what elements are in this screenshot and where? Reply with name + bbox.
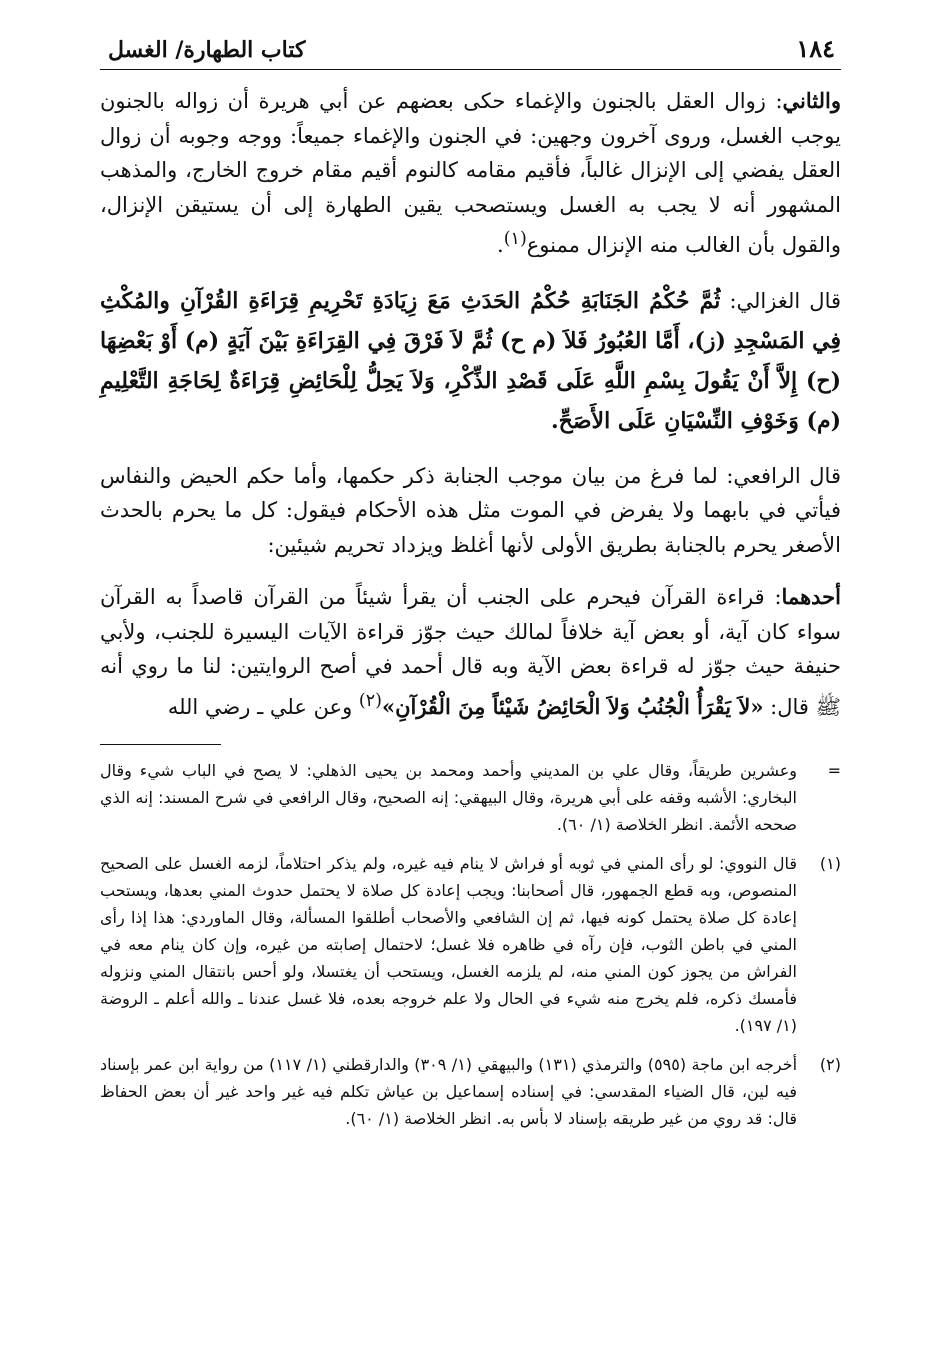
main-text: [100, 84, 841, 724]
paragraph-body: : قراءة القرآن فيحرم على الجنب أن يقرأ شيئاً من القرآن قاصداً به القرآن سواء كان آية، أو بعض آية خلافاً لمالك حيث جوّز قراءة الآيات اليسيرة للجنب، ولأبي حنيفة حيث جوّز له قراءة بعض الآية وبه قال أحمد في أصح الروايتين: لنا ما روي أنه ﷺ قال:: [100, 585, 841, 719]
paragraph-prefix: قال الغزالي:: [720, 288, 842, 313]
paragraph-rafii: [100, 459, 841, 563]
paragraph-ghazali: [100, 281, 841, 441]
footnote-text: قال النووي: لو رأى المني في ثوبه أو فراش لا ينام فيه غيره، ولم يذكر احتلاماً، لزمه الغسل على الصحيح المنصوص، وبه قطع الجمهور، قال أصحابنا: ويجب إعادة كل صلاة لا يحتمل حدوث المني بعدها، ويستحب إعادة كل صلاة يحتمل كونه فيها، ثم إن الشافعي والأصحاب أطلقوا المسألة، وقال الماوردي: هذا إذا رأى المني في باطن الثوب، فإن رآه في ظاهره فلا غسل؛ لاحتمال إصابته من غيره، وإن كان ينام معه في الفراش من يجوز كون المني منه، لم يلزمه الغسل، ويستحب أن يغتسلا، ولو أحس بانتقال المني ونزوله فأمسك ذكره، فلم يخرج منه شيء في الحال ولا علم خروجه بعده، فلا غسل عندنا ـ والله أعلم ـ الروضة (١/ ١٩٧).: [100, 854, 797, 1035]
paragraph-second-case: [100, 84, 841, 263]
paragraph-body: : زوال العقل بالجنون والإغماء حكى بعضهم عن أبي هريرة أن زواله بالجنون يوجب الغسل، وروى آخرون وجهين: في الجنون والإغماء جميعاً: ووجه وجوبه أن زوال العقل يفضي إلى الإنزال غالباً، فأقيم مقامه كالنوم أقيم مقام خروج الخارج، والمذهب المشهور أنه لا يجب به الغسل ويستصحب يقين الطهارة إلى أن يستيقن الإنزال، والقول بأن الغالب منه الإنزال ممنوع: [100, 89, 841, 257]
paragraph-body: قال الرافعي: لما فرغ من بيان موجب الجنابة ذكر حكمها، وأما حكم الحيض والنفاس فيأتي في بابهما ولا يفرض في الموت مثل هذه الأحكام فيقول: كل ما يحرم بالحدث الأصغر يحرم بالجنابة بطريق الأولى لأنها أغلظ ويزداد تحريم شيئين:: [100, 463, 841, 557]
footnote-1: [100, 850, 841, 1039]
matn-text: ثُمَّ حُكْمُ الجَنَابَةِ حُكْمُ الحَدَثِ مَعَ زِيَادَةِ تَحْرِيمِ قِرَاءَةِ القُرْآنِ والمُكْثِ فِي المَسْجِدِ (ز)، أَمَّا العُبُورُ فَلاَ (م ح) ثُمَّ لاَ فَرْقَ فِي القِرَاءَةِ بَيْنَ آيَةٍ (م) أَوْ بَعْضِهَا (ح) إِلاَّ أَنْ يَقُولَ بِسْمِ اللَّهِ عَلَى قَصْدِ الذِّكْرِ، وَلاَ يَحِلُّ لِلْحَائِضِ قِرَاءَةٌ لِحَاجَةِ التَّعْلِيمِ (م) وَخَوْفِ النِّسْيَانِ عَلَى الأَصَحِّ.: [100, 287, 842, 434]
footnote-marker: =: [827, 761, 841, 780]
footnote-continued: [100, 757, 841, 838]
footnote-ref: (١): [503, 229, 527, 249]
footnote-rule: [100, 744, 221, 745]
paragraph-end: وعن علي ـ رضي الله: [167, 694, 359, 719]
footnotes: [100, 757, 841, 1132]
footnote-text: أخرجه ابن ماجة (٥٩٥) والترمذي (١٣١) والبيهقي (١/ ٣٠٩) والدارقطني (١/ ١١٧) من رواية ابن عمر بإسناد فيه لين، قال الضياء المقدسي: في إسناده إسماعيل بن عياش تكلم فيه غير واحد غير أن بعض الحفاظ قال: قد روي من غير طريقه بإسناد لا بأس به. انظر الخلاصة (١/ ٦٠).: [100, 1055, 798, 1128]
footnote-2: [100, 1051, 841, 1132]
footnote-marker: (١): [819, 854, 841, 873]
running-title: كتاب الطهارة/ الغسل: [108, 37, 306, 63]
paragraph-end: .: [497, 233, 504, 257]
hadith-quote: «لاَ يَقْرَأُ الْجُنُبُ وَلاَ الْحَائِضُ شَيْئاً مِنَ الْقُرْآنِ»: [381, 693, 764, 719]
paragraph-lead: أحدهما: [781, 584, 841, 609]
footnote-separator: [100, 744, 841, 745]
footnote-text: وعشرين طريقاً، وقال علي بن المديني وأحمد ومحمد بن يحيى الذهلي: لا يصح في الباب شيء وقال البخاري: الأشبه وقفه على أبي هريرة، وقال البيهقي: إنه الصحيح، وقال الرافعي في شرح المسند: إنه الذي صححه الأئمة. انظر الخلاصة (١/ ٦٠).: [100, 761, 797, 834]
paragraph-first-thing: [100, 580, 841, 724]
footnote-marker: (٢): [819, 1055, 841, 1074]
page-header: [100, 28, 841, 70]
page-number: ١٨٤: [796, 34, 835, 63]
paragraph-lead: والثاني: [782, 88, 841, 113]
footnote-ref: (٢): [358, 690, 382, 711]
